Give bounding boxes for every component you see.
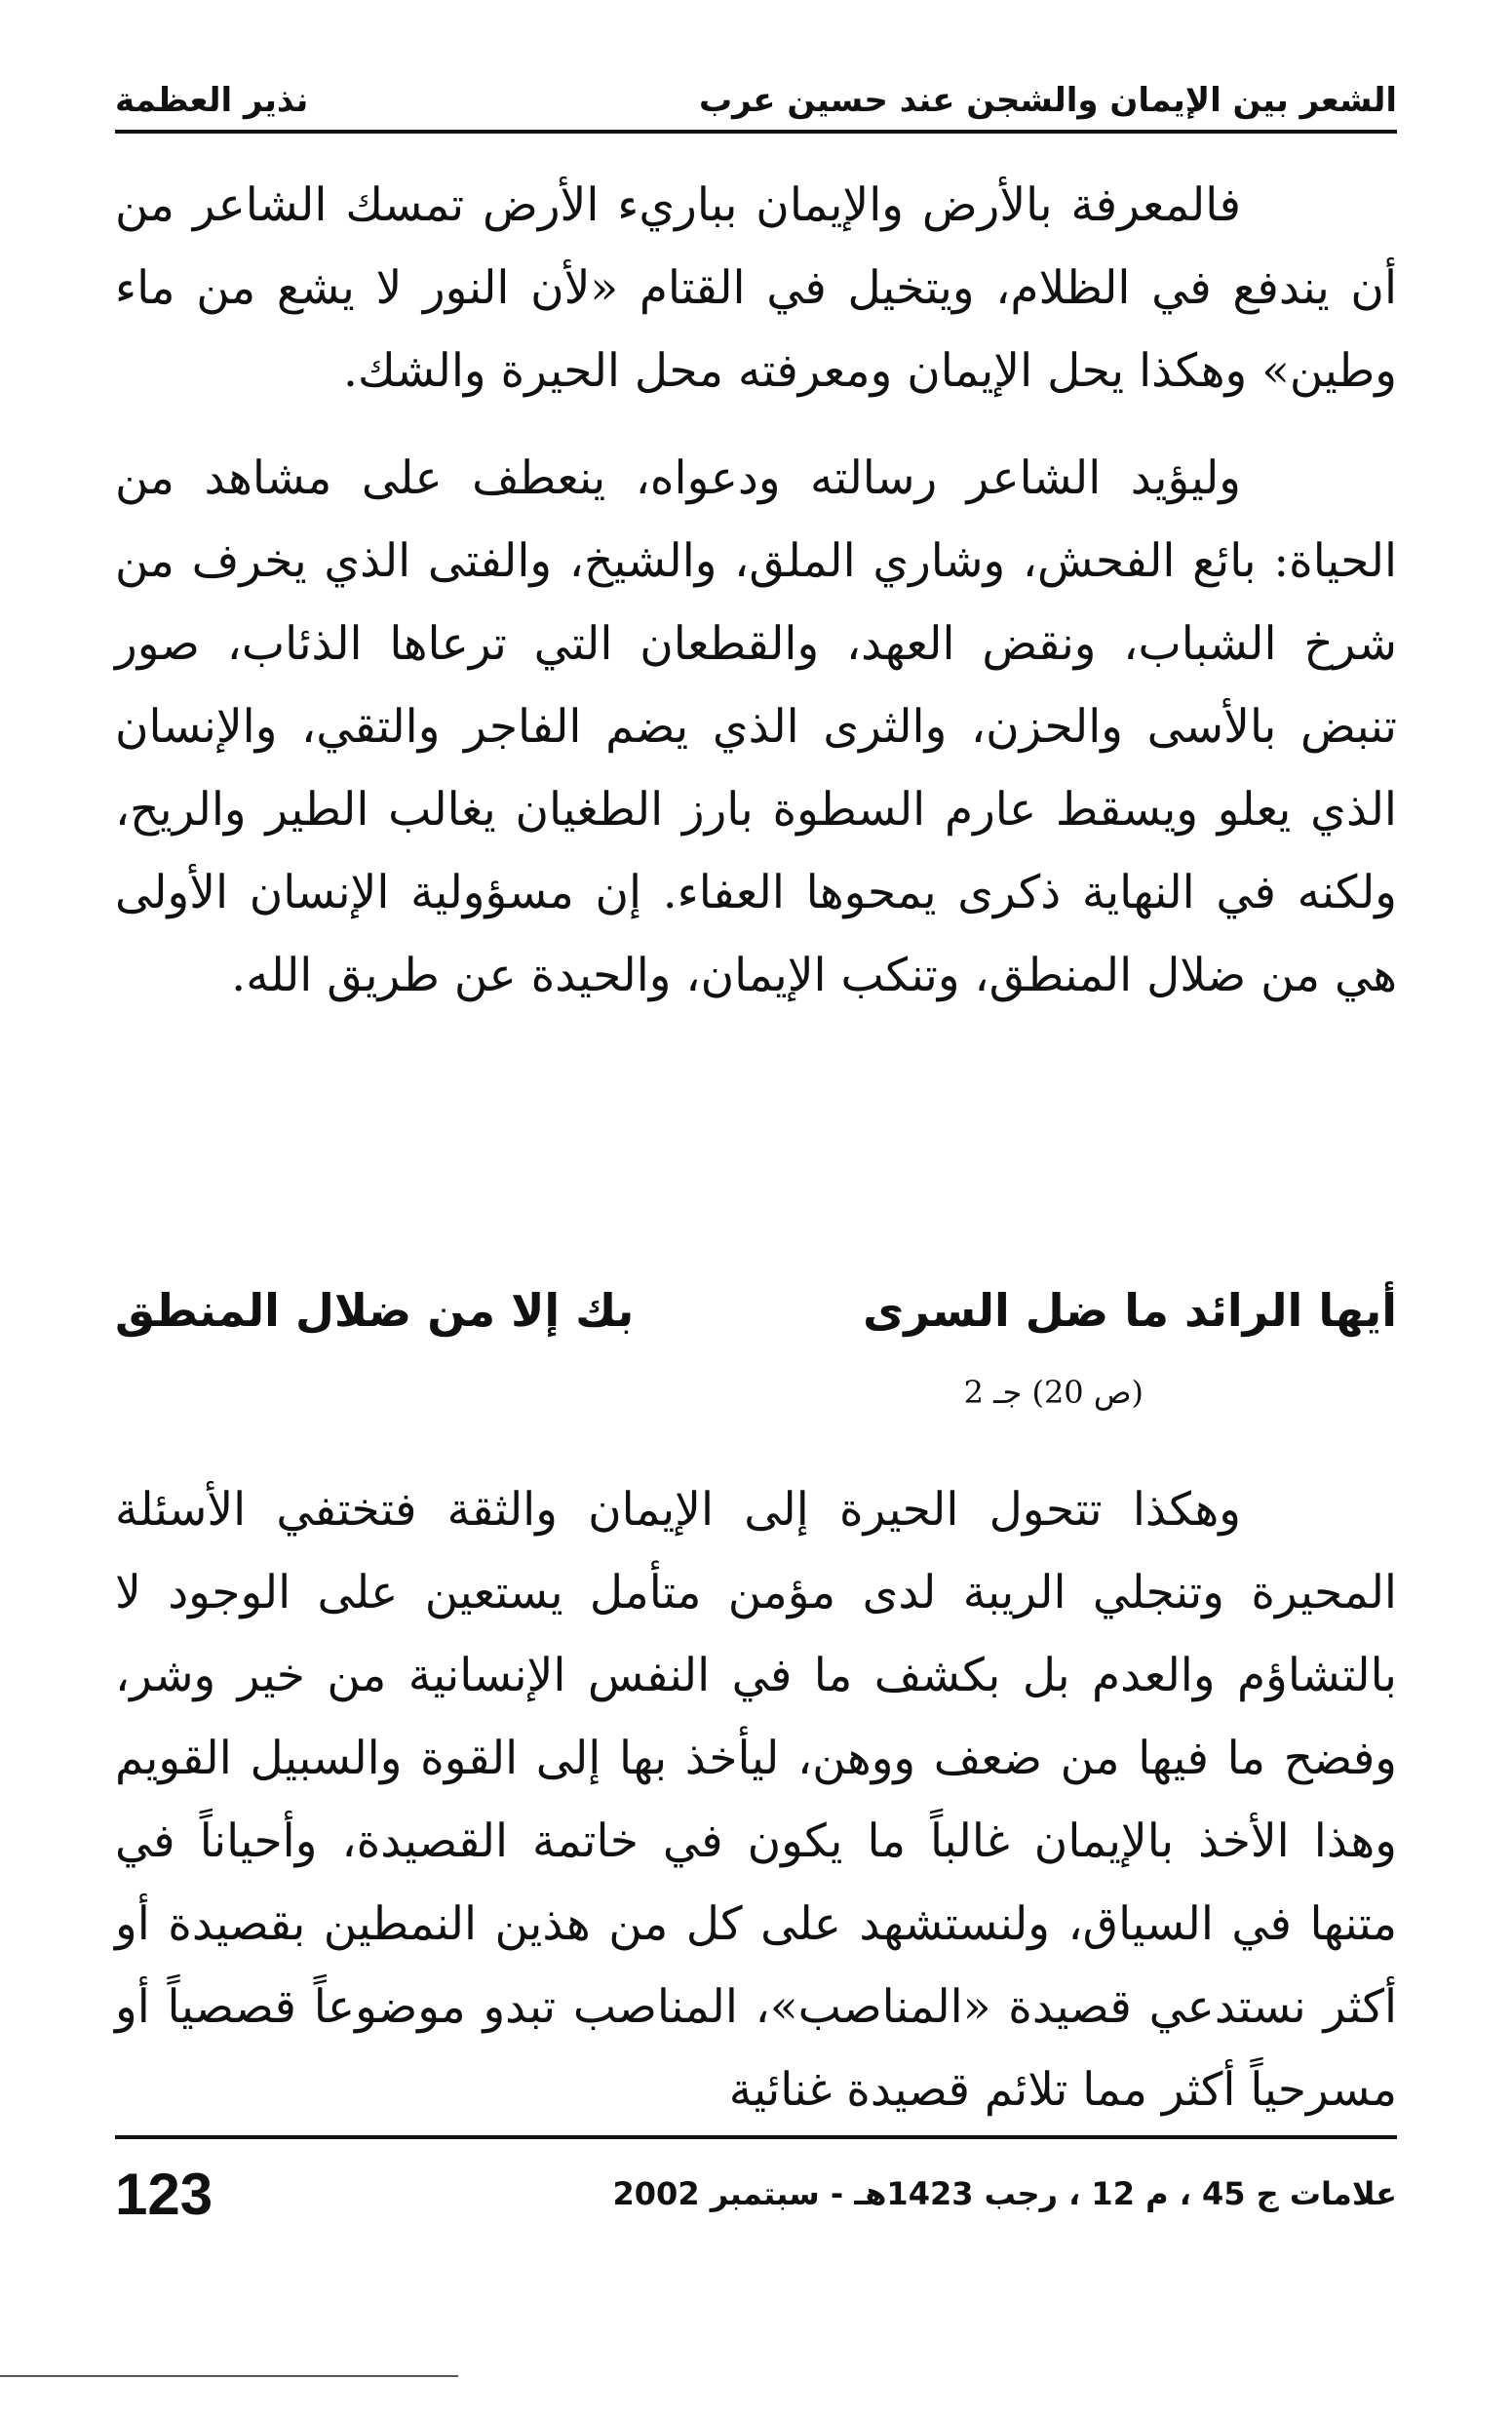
header-rule (115, 130, 1397, 134)
paragraph: وليؤيد الشاعر رسالته ودعواه، ينعطف على مشاهد من الحياة: بائع الفحش، وشاري الملق، والشيخ، والفتى الذي يخرف من شرخ الشباب، ونقض العهد، والقطعان التي ترعاها الذئاب، صور تنبض بالأسى والحزن، والثرى الذي يضم الفاجر والتقي، والإنسان الذي يعلو ويسقط عارم السطوة بارز الطغيان يغالب الطير والريح، ولكنه في النهاية ذكرى يمحوها العفاء. إن مسؤولية الإنسان الأولى هي من ضلال المنطق، وتنكب الإيمان، والحيدة عن طريق الله. (115, 451, 1397, 1002)
page-number: 123 (115, 2161, 213, 2227)
paragraph: فالمعرفة بالأرض والإيمان بباريء الأرض تمسك الشاعر من أن يندفع في الظلام، ويتخيل في القتام «لأن النور لا يشع من ماء وطين» وهكذا يحل الإيمان ومعرفته محل الحيرة والشك. (115, 178, 1397, 398)
footer-rule (115, 2135, 1397, 2139)
paragraph: وهكذا تتحول الحيرة إلى الإيمان والثقة فتختفي الأسئلة المحيرة وتنجلي الريبة لدى مؤمن متأمل يستعين على الوجود لا بالتشاؤم والعدم بل بكشف ما في النفس الإنسانية من خير وشر، وفضح ما فيها من ضعف ووهن، ليأخذ بها إلى القوة والسبيل القويم وهذا الأخذ بالإيمان غالباً ما يكون في خاتمة القصيدة، وأحياناً في متنها في السياق، ولنستشهد على كل من هذين النمطين بقصيدة أو أكثر نستدعي قصيدة «المناصب»، المناصب تبدو موضوعاً قصصياً أو مسرحياً أكثر مما تلائم قصيدة غنائية (115, 1483, 1397, 2117)
journal-info: علامات ج 45 ، م 12 ، رجب 1423هـ - سبتمبر 2002 (612, 2175, 1397, 2212)
poem-verse (115, 1271, 1397, 1363)
running-head (115, 58, 1397, 120)
scan-edge-line (0, 2375, 458, 2377)
article-body (115, 164, 1397, 2131)
running-head-title: الشعر بين الإيمان والشجن عند حسين عرب (698, 81, 1397, 120)
page-footer (115, 2155, 1397, 2233)
verse-citation: (ص 20) جـ 2 (963, 1374, 1144, 1411)
verse-second-hemistich: بك إلا من ضلال المنطق (115, 1284, 635, 1337)
running-head-author: نذير العظمة (115, 81, 309, 120)
verse-first-hemistich: أيها الرائد ما ضل السرى (863, 1284, 1397, 1337)
